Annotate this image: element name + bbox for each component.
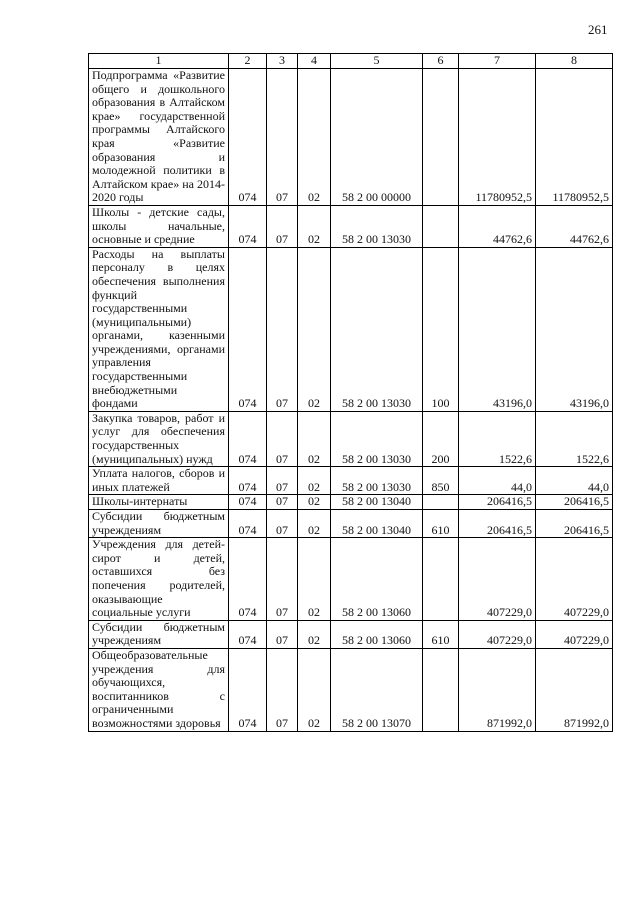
header-cell-8: 8 <box>536 54 613 69</box>
page-number: 261 <box>588 22 608 37</box>
row-amount-total-cell: 11780952,5 <box>536 69 613 206</box>
row-amount-total-cell: 407229,0 <box>536 538 613 621</box>
row-name-cell: Школы-интернаты <box>89 495 229 510</box>
row-section-cell: 07 <box>267 620 298 648</box>
row-amount-cell: 1522,6 <box>459 411 536 466</box>
row-amount-total-cell: 44,0 <box>536 467 613 495</box>
row-name-cell: Уплата налогов, сборов и иных платежей <box>89 467 229 495</box>
row-amount-total-cell: 43196,0 <box>536 247 613 411</box>
header-cell-1: 1 <box>89 54 229 69</box>
row-code-cell: 074 <box>229 538 267 621</box>
row-code-cell: 074 <box>229 495 267 510</box>
header-cell-7: 7 <box>459 54 536 69</box>
row-subsection-cell: 02 <box>298 205 331 247</box>
row-subsection-cell: 02 <box>298 648 331 731</box>
row-code-cell: 074 <box>229 247 267 411</box>
header-cell-4: 4 <box>298 54 331 69</box>
row-amount-total-cell: 871992,0 <box>536 648 613 731</box>
row-expense-type-cell: 610 <box>423 620 459 648</box>
row-subsection-cell: 02 <box>298 510 331 538</box>
row-target-article-cell: 58 2 00 13030 <box>331 247 423 411</box>
row-subsection-cell: 02 <box>298 247 331 411</box>
row-code-cell: 074 <box>229 510 267 538</box>
row-amount-cell: 407229,0 <box>459 620 536 648</box>
table-row <box>89 467 613 495</box>
table-row <box>89 247 613 411</box>
table-row <box>89 538 613 621</box>
row-expense-type-cell: 100 <box>423 247 459 411</box>
row-subsection-cell: 02 <box>298 538 331 621</box>
row-name-cell: Закупка товаров, работ и услуг для обеспечения государственных (муниципальных) нужд <box>89 411 229 466</box>
table-row <box>89 411 613 466</box>
row-target-article-cell: 58 2 00 13030 <box>331 467 423 495</box>
row-section-cell: 07 <box>267 411 298 466</box>
row-section-cell: 07 <box>267 247 298 411</box>
row-amount-total-cell: 44762,6 <box>536 205 613 247</box>
row-amount-total-cell: 1522,6 <box>536 411 613 466</box>
row-target-article-cell: 58 2 00 13030 <box>331 205 423 247</box>
row-section-cell: 07 <box>267 648 298 731</box>
row-code-cell: 074 <box>229 648 267 731</box>
row-name-cell: Учреждения для детей-сирот и детей, оставшихся без попечения родителей, оказывающие социальные услуги <box>89 538 229 621</box>
table-row <box>89 648 613 731</box>
row-code-cell: 074 <box>229 467 267 495</box>
header-cell-3: 3 <box>267 54 298 69</box>
row-expense-type-cell <box>423 648 459 731</box>
header-cell-5: 5 <box>331 54 423 69</box>
row-name-cell: Подпрограмма «Развитие общего и дошкольного образования в Алтайском крае» государственной программы Алтайского края «Развитие образования и молодежной политики в Алтайском крае» на 2014-2020 годы <box>89 69 229 206</box>
row-section-cell: 07 <box>267 205 298 247</box>
table-row <box>89 69 613 206</box>
row-target-article-cell: 58 2 00 13040 <box>331 510 423 538</box>
table-row <box>89 620 613 648</box>
header-cell-2: 2 <box>229 54 267 69</box>
row-section-cell: 07 <box>267 467 298 495</box>
row-code-cell: 074 <box>229 620 267 648</box>
budget-table <box>88 53 613 732</box>
row-name-cell: Субсидии бюджетным учреждениям <box>89 620 229 648</box>
row-expense-type-cell: 610 <box>423 510 459 538</box>
row-amount-cell: 11780952,5 <box>459 69 536 206</box>
row-amount-cell: 43196,0 <box>459 247 536 411</box>
row-amount-total-cell: 206416,5 <box>536 495 613 510</box>
header-row <box>89 54 613 69</box>
row-name-cell: Общеобразовательные учреждения для обучающихся, воспитанников с ограниченными возможностями здоровья <box>89 648 229 731</box>
row-code-cell: 074 <box>229 205 267 247</box>
row-section-cell: 07 <box>267 69 298 206</box>
row-section-cell: 07 <box>267 538 298 621</box>
row-subsection-cell: 02 <box>298 411 331 466</box>
table-row <box>89 495 613 510</box>
row-expense-type-cell <box>423 69 459 206</box>
row-subsection-cell: 02 <box>298 467 331 495</box>
row-amount-cell: 44762,6 <box>459 205 536 247</box>
row-expense-type-cell: 850 <box>423 467 459 495</box>
row-target-article-cell: 58 2 00 13070 <box>331 648 423 731</box>
row-expense-type-cell <box>423 205 459 247</box>
row-code-cell: 074 <box>229 411 267 466</box>
row-subsection-cell: 02 <box>298 69 331 206</box>
row-expense-type-cell <box>423 538 459 621</box>
row-code-cell: 074 <box>229 69 267 206</box>
row-name-cell: Школы - детские сады, школы начальные, основные и средние <box>89 205 229 247</box>
row-amount-cell: 407229,0 <box>459 538 536 621</box>
row-subsection-cell: 02 <box>298 620 331 648</box>
row-amount-cell: 44,0 <box>459 467 536 495</box>
row-amount-total-cell: 206416,5 <box>536 510 613 538</box>
row-amount-total-cell: 407229,0 <box>536 620 613 648</box>
row-amount-cell: 871992,0 <box>459 648 536 731</box>
row-target-article-cell: 58 2 00 13030 <box>331 411 423 466</box>
row-subsection-cell: 02 <box>298 495 331 510</box>
table-row <box>89 205 613 247</box>
row-section-cell: 07 <box>267 510 298 538</box>
row-target-article-cell: 58 2 00 13060 <box>331 538 423 621</box>
row-target-article-cell: 58 2 00 13060 <box>331 620 423 648</box>
row-name-cell: Субсидии бюджетным учреждениям <box>89 510 229 538</box>
row-section-cell: 07 <box>267 495 298 510</box>
row-amount-cell: 206416,5 <box>459 495 536 510</box>
row-expense-type-cell <box>423 495 459 510</box>
row-target-article-cell: 58 2 00 00000 <box>331 69 423 206</box>
table-row <box>89 510 613 538</box>
row-amount-cell: 206416,5 <box>459 510 536 538</box>
row-target-article-cell: 58 2 00 13040 <box>331 495 423 510</box>
header-cell-6: 6 <box>423 54 459 69</box>
row-name-cell: Расходы на выплаты персоналу в целях обеспечения выполнения функций государственными (муниципальными) органами, казенными учреждениями, органами управления государственными внебюджетными фондами <box>89 247 229 411</box>
row-expense-type-cell: 200 <box>423 411 459 466</box>
